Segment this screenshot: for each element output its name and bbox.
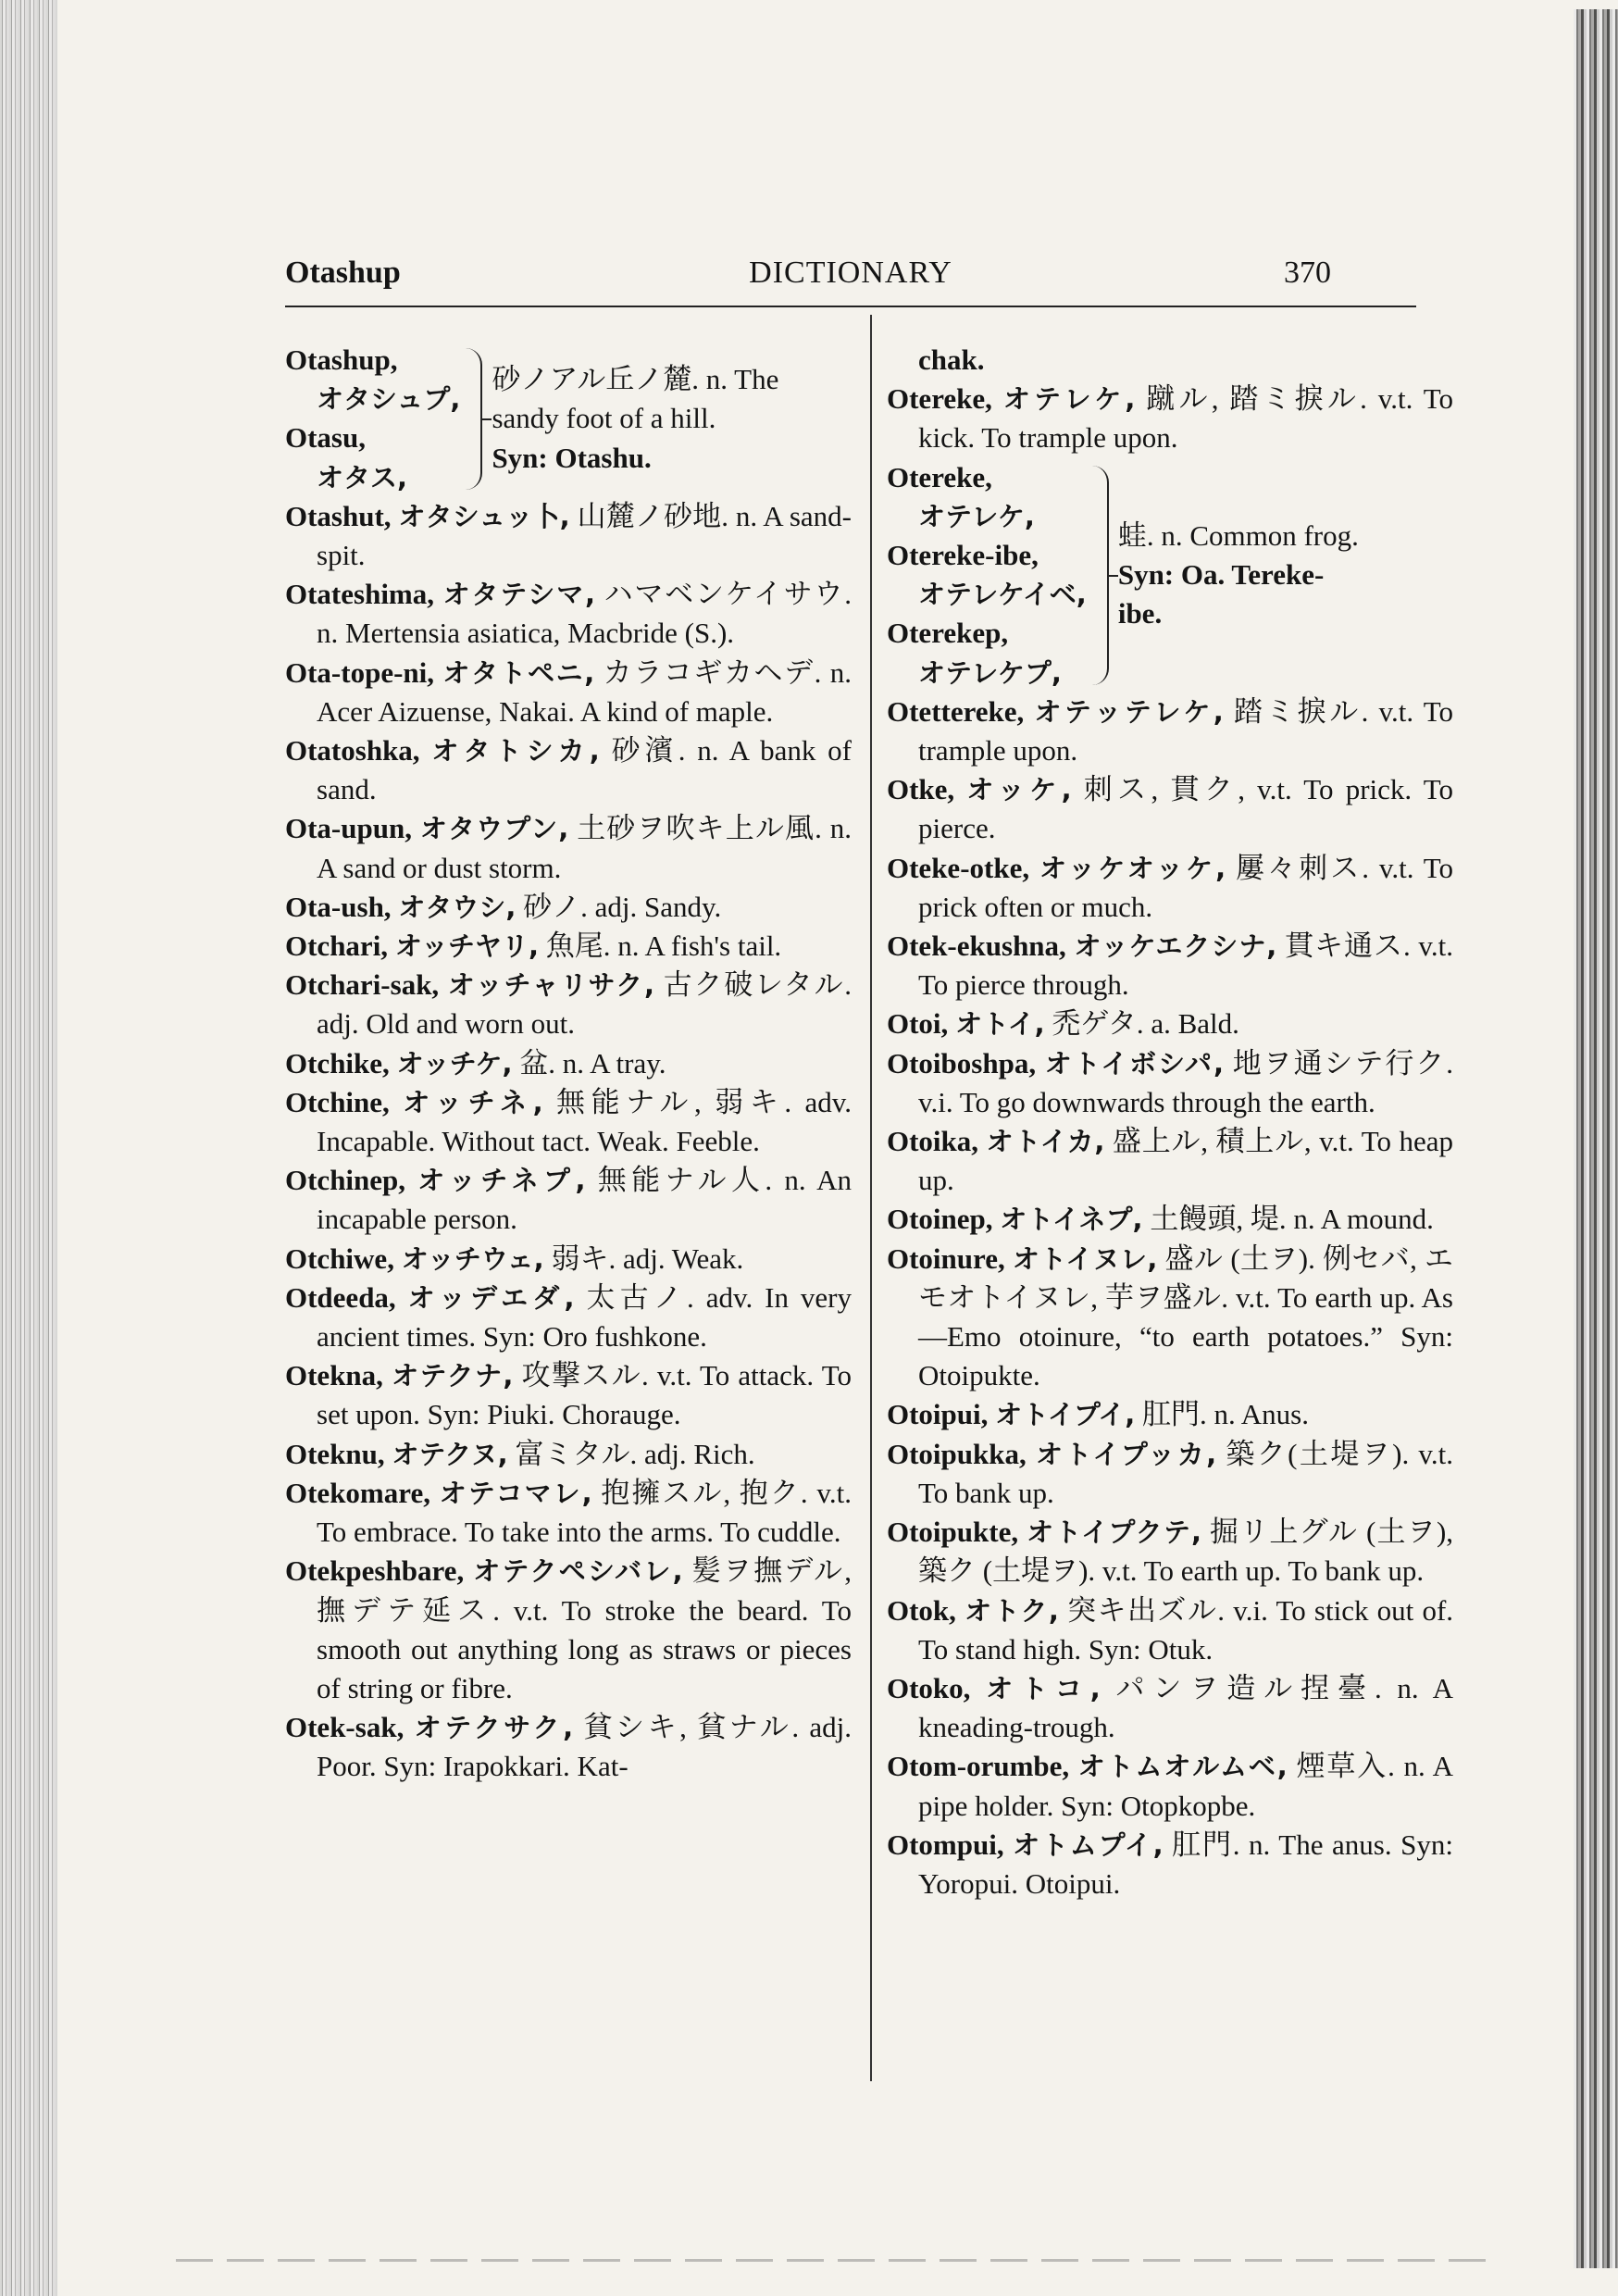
entry-headword: Otashut, [285, 499, 392, 532]
dictionary-entry [285, 1161, 852, 1239]
entry-definition: 築ク(土堤ヲ). v.t. To bank up. [918, 1437, 1454, 1509]
entry-headword: Ota-ush, [285, 890, 392, 923]
entry-definition: 髪ヲ撫デル, 撫デテ延ス. v.t. To stroke the beard. To smooth out anything long as straws or pieces of string or fibre. [317, 1554, 853, 1704]
entry-definition: 土砂ヲ吹キ上ル風. n. A sand or dust storm. [317, 812, 853, 884]
entry-headword: Otoko, [887, 1671, 971, 1704]
entry-katakana: オッケオッケ, [1039, 852, 1226, 884]
entry-katakana: オッチネプ, [417, 1165, 586, 1197]
entry-headword: Otekomare, [285, 1476, 430, 1509]
entry-katakana: オトイプクテ, [1027, 1516, 1202, 1549]
entry-katakana: オタシュッ卜, [398, 500, 570, 532]
entry-katakana: オテクサク, [414, 1712, 574, 1744]
entry-katakana: オッデエダ, [407, 1281, 575, 1314]
entry-definition: 盛ル (土ヲ). 例セバ, エモオトイヌレ, 芋ヲ盛ル. v.t. To earth up. As —Emo otoinure, “to earth potatoes.” Syn: Otoipukte. [918, 1242, 1454, 1392]
entry-headword: Otoika, [887, 1125, 979, 1158]
header-guide-word: Otashup [285, 256, 401, 290]
entry-headword: Otdeeda, [285, 1280, 396, 1314]
entry-katakana: オタテシマ, [442, 579, 596, 611]
entry-headword: Otoinep, [887, 1203, 993, 1236]
entry-headword: Otchiwe, [285, 1242, 394, 1275]
group-headword: Otashup, [285, 343, 398, 376]
entry-katakana: オッケ, [966, 774, 1072, 806]
entry-definition: 土饅頭, 堤. n. A mound. [1150, 1203, 1434, 1236]
entry-headword: Otchari, [285, 930, 389, 963]
entry-katakana: オトコ, [986, 1672, 1101, 1704]
entry-katakana: オトイプッカ, [1035, 1438, 1217, 1470]
entry-headword: Otek-ekushna, [887, 930, 1066, 963]
dictionary-entry [285, 1083, 852, 1161]
dictionary-entry [887, 1669, 1453, 1747]
running-header [285, 248, 1416, 296]
page-number: 370 [1284, 256, 1331, 290]
entry-headword: Ota-upun, [285, 812, 412, 845]
entry-definition: 無能ナル人. n. An incapable person. [317, 1164, 852, 1236]
entry-katakana: オテクペシバレ, [473, 1555, 683, 1588]
entry-katakana: オッチケ, [396, 1047, 513, 1079]
right-page-edge [1574, 9, 1618, 2268]
entry-headword: Oteke-otke, [887, 851, 1030, 884]
entry-headword: Oteknu, [285, 1437, 385, 1470]
entry-headword: Otoipukka, [887, 1437, 1027, 1470]
entry-headword: Otke, [887, 773, 955, 806]
entry-definition: 攻撃スル. v.t. To attack. To set upon. Syn: Piuki. Chorauge. [317, 1359, 853, 1431]
entry-definition: 砂濱. n. A bank of sand. [317, 734, 853, 806]
entry-headword: Otek-sak, [285, 1711, 404, 1744]
entry-katakana: オトイボシパ, [1044, 1047, 1224, 1079]
entry-headword: Otchine, [285, 1085, 390, 1118]
dictionary-entry [887, 1044, 1453, 1122]
dictionary-entry [285, 809, 852, 887]
entry-headword: Otoipukte, [887, 1516, 1019, 1549]
entry-katakana: オテクヌ, [392, 1438, 508, 1470]
entry-katakana: オトイヌレ, [1012, 1242, 1158, 1275]
entry-definition: 富ミタル. adj. Rich. [515, 1437, 755, 1470]
entry-headword: Otchike, [285, 1046, 390, 1079]
entry-headword: Otoinure, [887, 1242, 1005, 1275]
entry-definition: 屢々刺ス. v.t. To prick often or much. [918, 851, 1454, 923]
entry-katakana: オトイネプ, [1000, 1204, 1143, 1236]
entry-definition: パンヲ造ル捏臺. n. A kneading-trough. [918, 1671, 1454, 1744]
entry-katakana: オタウシ, [398, 891, 517, 923]
dictionary-entry [285, 731, 852, 809]
entry-definition: 盆. n. A tray. [519, 1046, 666, 1079]
entry-definition: 魚尾. n. A fish's tail. [545, 930, 782, 963]
dictionary-entry [887, 1435, 1453, 1513]
dictionary-entry [887, 380, 1453, 457]
entry-katakana: オテクナ, [392, 1360, 514, 1392]
dictionary-entry [285, 497, 852, 575]
entry-katakana: オタウプン, [419, 813, 569, 845]
dictionary-entry [887, 693, 1453, 770]
entry-definition: 古ク破レタル. adj. Old and worn out. [317, 968, 853, 1041]
dictionary-entry [285, 1279, 852, 1356]
entry-headword: Otchinep, [285, 1164, 406, 1197]
entry-definition: 煙草入. n. A pipe holder. Syn: Otopkopbe. [918, 1750, 1454, 1822]
dictionary-entry [887, 1200, 1453, 1239]
dictionary-entry [887, 1747, 1453, 1825]
entry-definition: カラコギカヘデ. n. Acer Aizuense, Nakai. A kind of maple. [317, 655, 853, 728]
group-katakana: オタス, [317, 461, 408, 493]
entry-katakana: オテレケ, [1002, 383, 1136, 416]
entry-headword: Otoi, [887, 1007, 949, 1041]
entry-definition: 刺ス, 貫ク, v.t. To prick. To pierce. [918, 773, 1453, 845]
entry-group-otereke [887, 458, 1453, 693]
entry-katakana: オタトシカ, [431, 735, 600, 767]
dictionary-entry [285, 1435, 852, 1474]
entry-definition: 山麓ノ砂地. n. A sand-spit. [317, 499, 853, 572]
entry-katakana: オトイプイ, [995, 1399, 1136, 1431]
entry-definition: 貫キ通ス. v.t. To pierce through. [918, 930, 1454, 1002]
dictionary-entry [887, 849, 1453, 927]
right-entry-list-a [887, 380, 1453, 457]
group-headwords: Otereke, オテレケ, Otereke-ibe, オテレケイベ, Oterekep, オテレケプ, [887, 460, 1087, 689]
entry-headword: Otereke, [887, 382, 992, 416]
entry-katakana: オッチヤリ, [394, 930, 539, 963]
dictionary-entry [887, 1240, 1453, 1396]
header-rule [285, 306, 1416, 307]
dictionary-entry [887, 1513, 1453, 1591]
dictionary-entry [285, 654, 852, 731]
left-entry-list [285, 497, 852, 1787]
dictionary-entry [887, 1591, 1453, 1669]
entry-katakana: オトク, [965, 1594, 1059, 1627]
entry-definition: 太古ノ. adv. In very ancient times. Syn: Oro fushkone. [317, 1280, 852, 1354]
right-entry-list-b [887, 693, 1453, 1903]
brace-icon [1090, 466, 1109, 685]
entry-headword: Otateshima, [285, 578, 435, 611]
entry-definition: 掘リ上グル (土ヲ), 築ク (土堤ヲ). v.t. To earth up. To bank up. [918, 1516, 1454, 1588]
entry-definition: 踏ミ捩ル. v.t. To trample upon. [918, 694, 1454, 767]
dictionary-entry [887, 927, 1453, 1004]
entry-headword: Otoipui, [887, 1398, 989, 1431]
dictionary-entry [285, 1240, 852, 1279]
entry-group-otashup [285, 341, 852, 497]
dictionary-entry [887, 1826, 1453, 1903]
entry-katakana: オッチウェ, [401, 1242, 544, 1275]
dictionary-entry [285, 1708, 852, 1786]
dictionary-entry [285, 1356, 852, 1434]
entry-katakana: オテコマレ, [439, 1477, 592, 1509]
entry-definition: 蹴ル, 踏ミ捩ル. v.t. To kick. To trample upon. [918, 382, 1454, 455]
entry-definition: 肛門. n. Anus. [1142, 1398, 1309, 1431]
dictionary-entry [887, 1004, 1453, 1043]
group-katakana: オタシュプ, [317, 383, 461, 416]
entry-definition: 突キ出ズル. v.i. To stick out of. To stand high. Syn: Otuk. [918, 1593, 1454, 1666]
group-definition: 蛙. n. Common frog. Syn: Oa. Tereke- ibe. [1117, 518, 1359, 630]
entry-headword: Otekpeshbare, [285, 1554, 465, 1588]
dictionary-entry [285, 966, 852, 1043]
continued-entry-fragment: chak. [918, 343, 985, 376]
dictionary-entry [887, 770, 1453, 848]
entry-katakana: オッチネ, [403, 1086, 543, 1118]
dictionary-entry [285, 927, 852, 966]
dictionary-entry [285, 575, 852, 653]
entry-katakana: オテッテレケ, [1034, 695, 1224, 728]
entry-katakana: オトイカ, [986, 1126, 1105, 1158]
entry-definition: 砂ノ. adj. Sandy. [523, 890, 722, 923]
entry-headword: Otekna, [285, 1359, 383, 1392]
dictionary-entry [285, 1474, 852, 1552]
left-page-edge [0, 0, 57, 2296]
entry-definition: 禿ゲタ. a. Bald. [1052, 1007, 1239, 1041]
brace-icon [464, 348, 482, 490]
bottom-scan-artifact [176, 2259, 1498, 2262]
entry-katakana: オトムプイ, [1013, 1828, 1164, 1861]
entry-katakana: オッチャリサク, [447, 969, 655, 1002]
entry-definition: 肛門. n. The anus. Syn: Yoropui. Otoipui. [918, 1828, 1454, 1900]
entry-definition: ハマベンケイサウ. n. Mertensia asiatica, Macbride (S.). [317, 578, 853, 650]
dictionary-entry [285, 1044, 852, 1083]
group-headwords [285, 341, 460, 497]
dictionary-entry [285, 888, 852, 927]
entry-katakana: オトイ, [955, 1008, 1045, 1041]
entry-headword: Otatoshka, [285, 734, 420, 767]
entry-definition: 無能ナル, 弱キ. adv. Incapable. Without tact. Weak. Feeble. [317, 1085, 852, 1158]
entry-headword: Otok, [887, 1593, 956, 1627]
entry-definition: 抱擁スル, 抱ク. v.t. To embrace. To take into the arms. To cuddle. [317, 1476, 853, 1549]
group-headword: Otasu, [285, 421, 366, 455]
header-title: DICTIONARY [749, 256, 952, 290]
entry-katakana: オトムオルムベ, [1077, 1751, 1288, 1783]
entry-definition: 貧シキ, 貧ナル. adj. Poor. Syn: Irapokkari. Kat- [317, 1711, 852, 1783]
entry-katakana: オタトペニ, [442, 656, 595, 689]
column-divider [870, 315, 872, 2081]
entry-definition: 地ヲ通シテ行ク. v.i. To go downwards through the earth. [918, 1046, 1454, 1118]
entry-headword: Otchari-sak, [285, 968, 440, 1002]
entry-headword: Otompui, [887, 1828, 1004, 1861]
entry-headword: Ota-tope-ni, [285, 655, 435, 689]
dictionary-entry [285, 1552, 852, 1708]
left-column [285, 341, 852, 1787]
dictionary-entry [887, 1122, 1453, 1200]
group-definition: 砂ノアル丘ノ麓. n. The sandy foot of a hill. Syn: Otashu. [492, 363, 779, 474]
dictionary-entry [887, 1395, 1453, 1434]
entry-definition: 弱キ. adj. Weak. [551, 1242, 744, 1275]
entry-definition: 盛上ル, 積上ル, v.t. To heap up. [918, 1125, 1454, 1197]
entry-headword: Otettereke, [887, 694, 1025, 728]
entry-katakana: オッケエクシナ, [1074, 930, 1277, 963]
entry-headword: Otoiboshpa, [887, 1046, 1037, 1079]
right-column [887, 341, 1453, 1903]
entry-headword: Otom-orumbe, [887, 1750, 1070, 1783]
